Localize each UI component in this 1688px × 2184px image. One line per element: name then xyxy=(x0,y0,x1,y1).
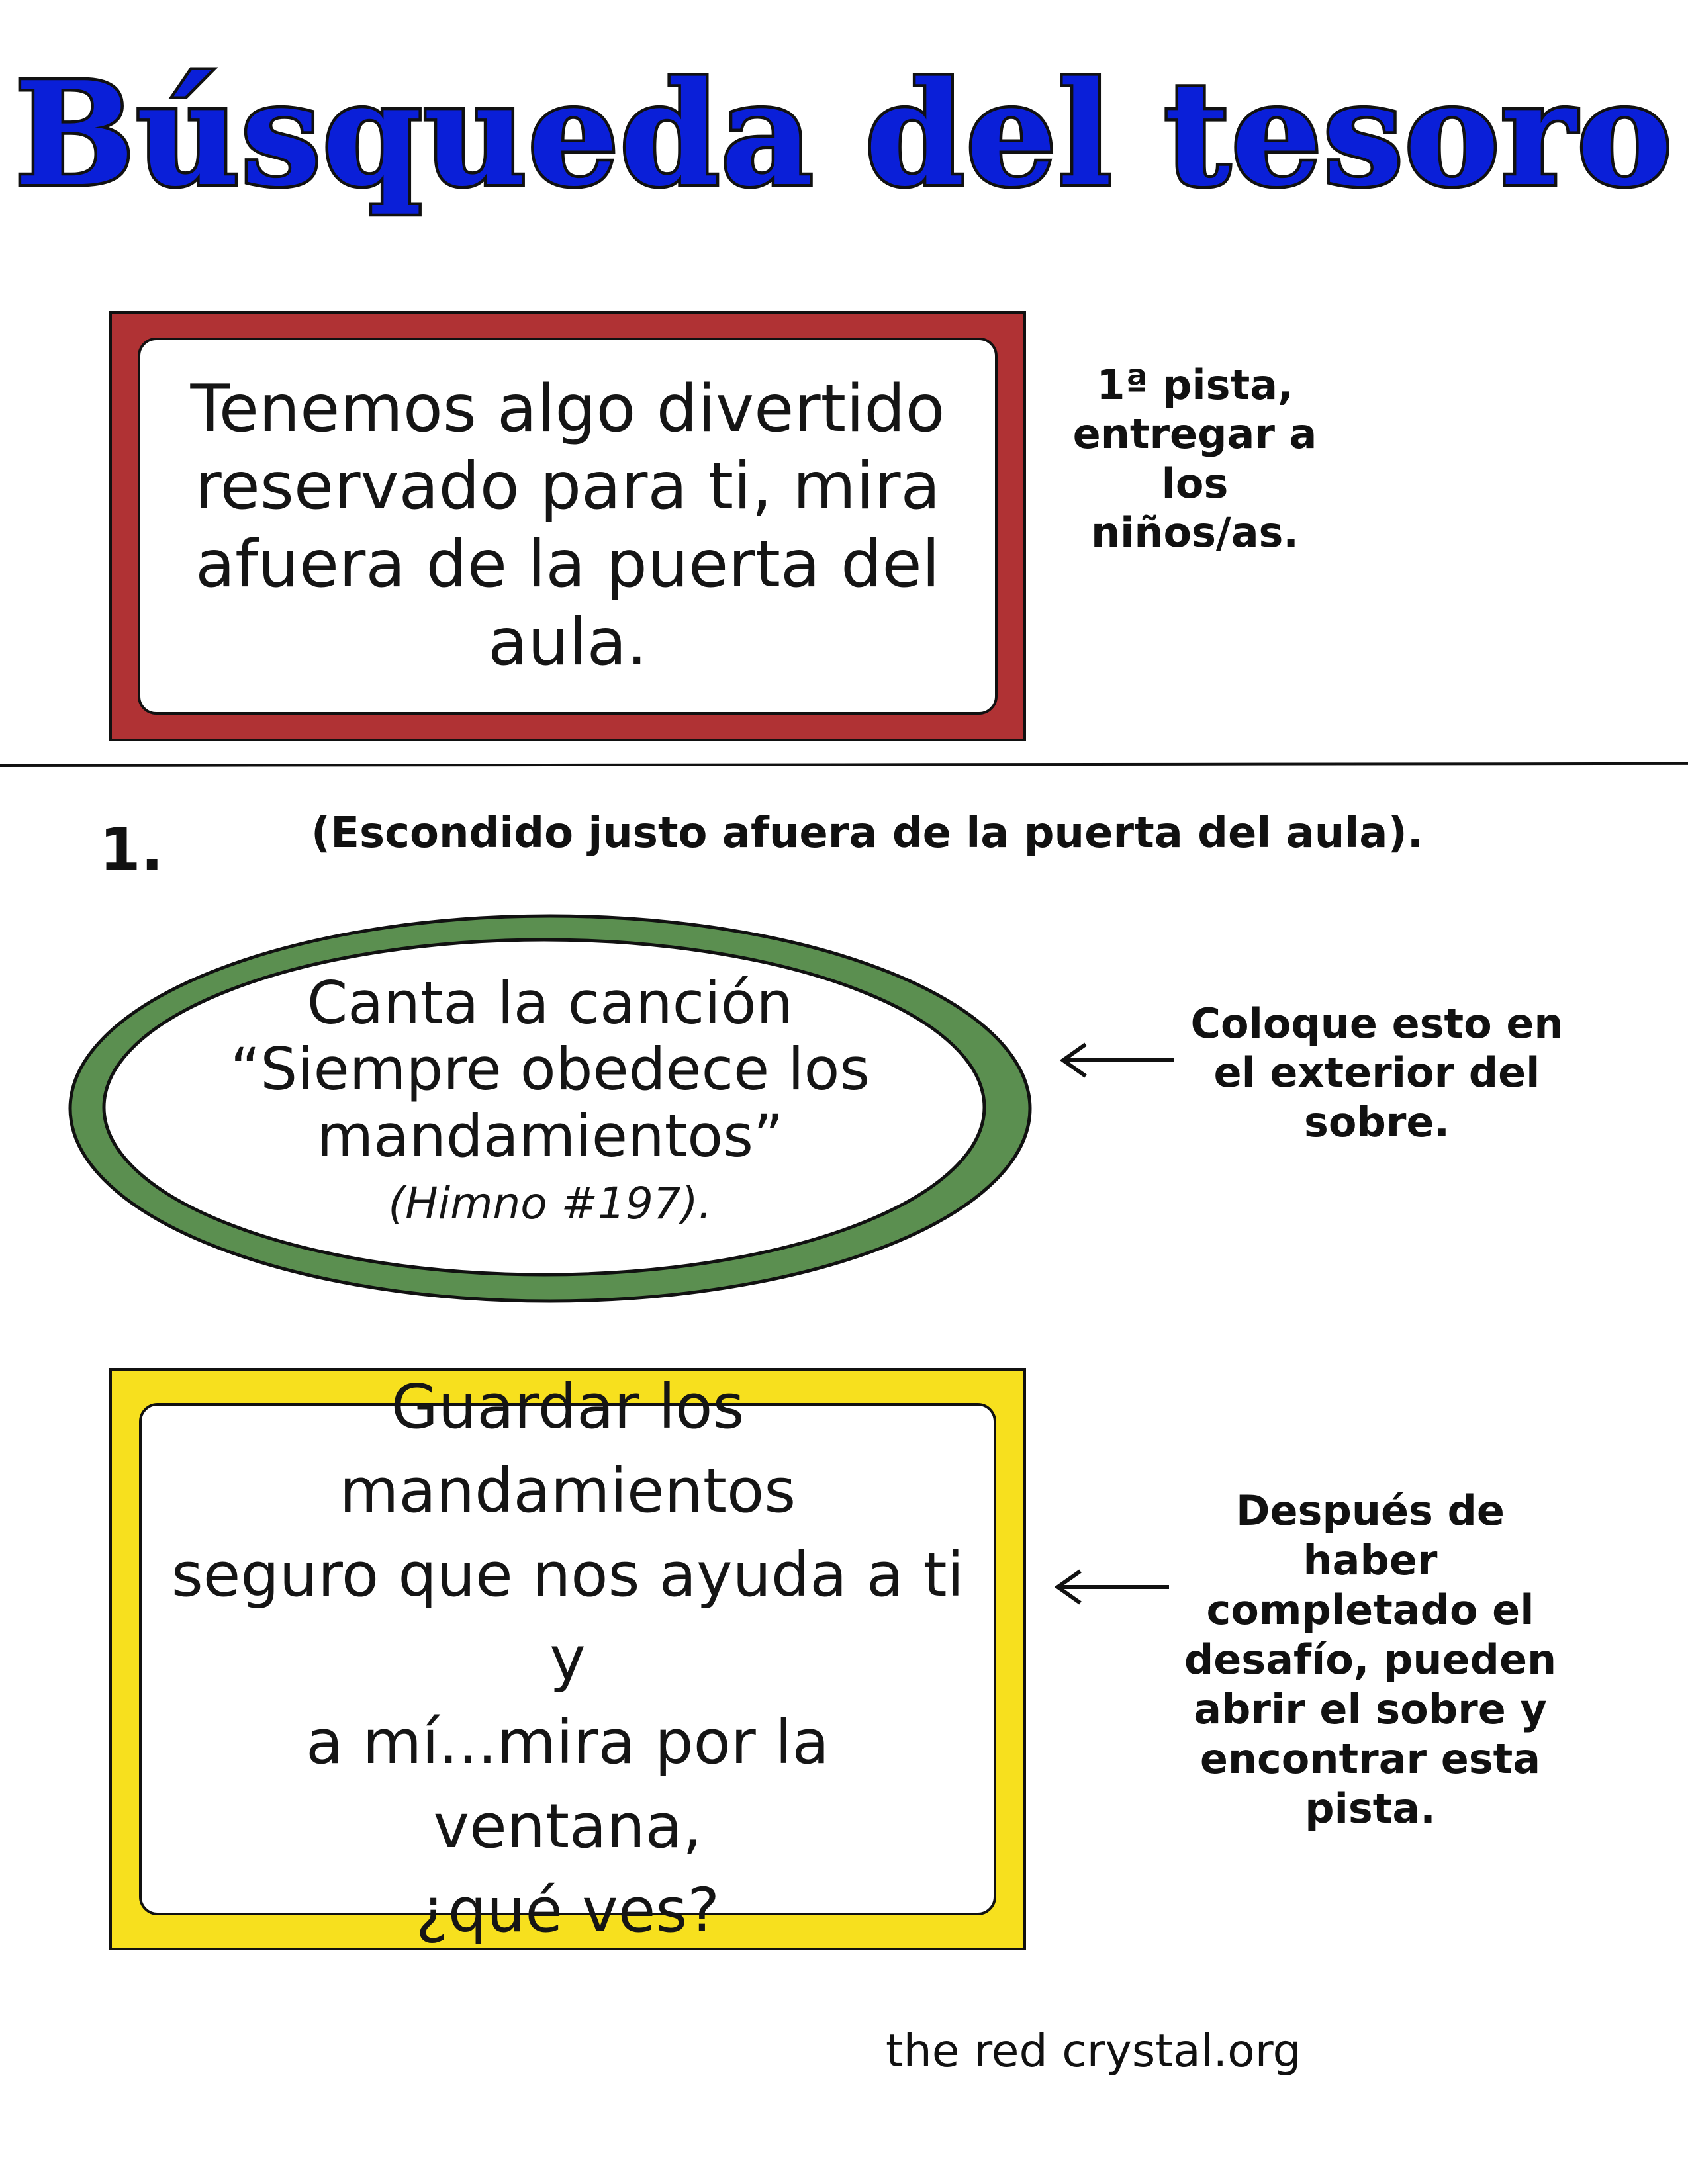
envelope-instruction xyxy=(1178,999,1575,1147)
note-line: Coloque esto en xyxy=(1190,999,1564,1048)
note-line: abrir el sobre y xyxy=(1194,1685,1547,1734)
note-line: 1ª pista, xyxy=(1096,361,1293,409)
envelope-label xyxy=(66,912,1034,1305)
envelope-line: Canta la canción xyxy=(306,969,794,1037)
clue-2-instruction xyxy=(1178,1486,1562,1833)
clue-card-1-content xyxy=(138,338,998,715)
clue-1-line: aula. xyxy=(488,604,647,680)
note-line: niños/as. xyxy=(1091,508,1299,557)
clue-2-line: a mí...mira por la ventana, xyxy=(306,1707,829,1862)
note-line: los xyxy=(1161,459,1229,508)
note-line: haber xyxy=(1303,1536,1438,1585)
clue-2-line: seguro que nos ayuda a ti y xyxy=(171,1539,964,1694)
hymn-reference: (Himno #197). xyxy=(388,1177,712,1229)
note-line: Después de xyxy=(1236,1486,1505,1535)
clue-2-line: Guardar los mandamientos xyxy=(339,1371,796,1526)
clue-card-2-content xyxy=(139,1371,996,1946)
note-line: pista. xyxy=(1305,1784,1436,1833)
envelope-line: “Siempre obedece los xyxy=(230,1035,870,1104)
note-line: el exterior del xyxy=(1213,1048,1540,1097)
envelope-text xyxy=(66,970,1034,1228)
note-line: completado el xyxy=(1206,1586,1534,1635)
clue-1-line: reservado para ti, mira xyxy=(195,449,941,525)
footer-website: the red crystal.org xyxy=(886,2025,1301,2077)
note-line: sobre. xyxy=(1303,1097,1450,1146)
step-number: 1. xyxy=(99,815,164,885)
hiding-place-note: (Escondido justo afuera de la puerta del aula). xyxy=(311,809,1423,858)
page-title: Búsqueda del tesoro xyxy=(15,50,1673,218)
clue-1-instruction xyxy=(1053,361,1337,558)
left-arrow-icon xyxy=(1058,1040,1177,1080)
clue-2-line: ¿qué ves? xyxy=(415,1875,720,1946)
left-arrow-icon xyxy=(1053,1567,1172,1607)
clue-card-2 xyxy=(109,1368,1026,1950)
envelope-line: mandamientos” xyxy=(316,1101,784,1170)
clue-card-1 xyxy=(109,311,1026,741)
clue-1-line: Tenemos algo divertido xyxy=(190,371,945,447)
section-divider xyxy=(0,762,1688,767)
note-line: desafío, pueden xyxy=(1184,1635,1557,1684)
note-line: encontrar esta xyxy=(1199,1735,1541,1784)
note-line: entregar a xyxy=(1072,410,1317,459)
clue-1-line: afuera de la puerta del xyxy=(195,527,940,602)
